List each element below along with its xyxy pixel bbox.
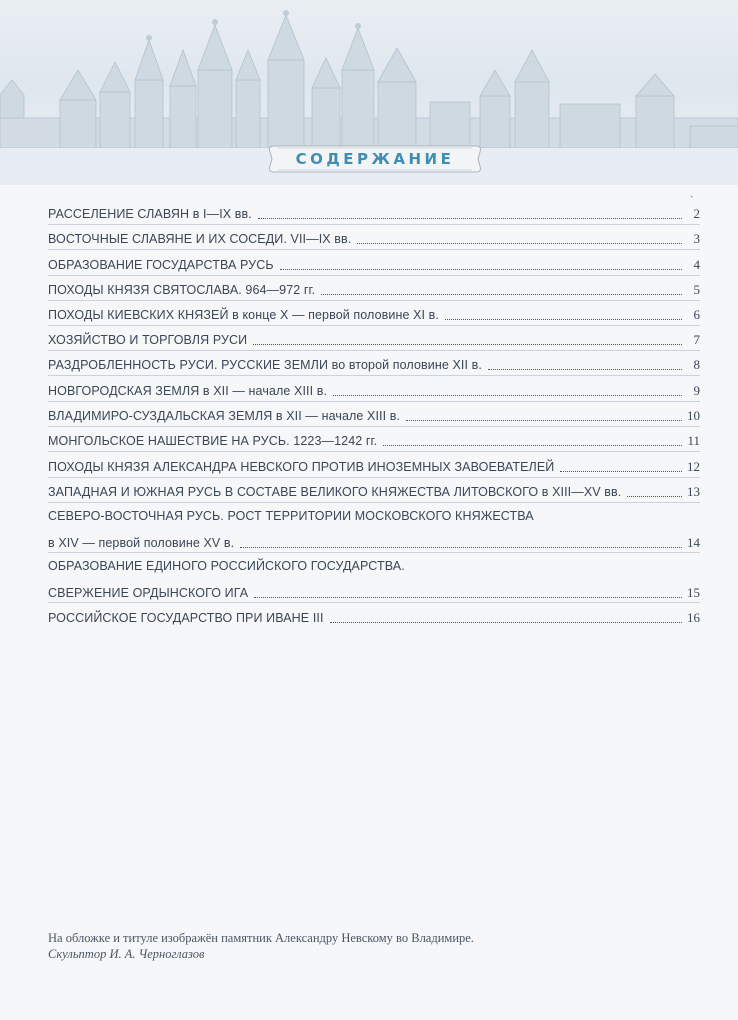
toc-entry-title: ВОСТОЧНЫЕ СЛАВЯНЕ И ИХ СОСЕДИ. VII—IX вв. (48, 232, 352, 246)
toc-entry-page: 5 (693, 282, 700, 297)
dot-leader (258, 217, 682, 219)
toc-entry-title: РАЗДРОБЛЕННОСТЬ РУСИ. РУССКИЕ ЗЕМЛИ во второй половине XII в. (48, 358, 482, 372)
toc-entry[interactable] (48, 326, 700, 348)
toc-entry-title-continued: СВЕРЖЕНИЕ ОРДЫНСКОГО ИГА (48, 586, 249, 600)
toc-entry-title: ХОЗЯЙСТВО И ТОРГОВЛЯ РУСИ (48, 333, 248, 347)
toc-entry-page: 13 (687, 484, 700, 499)
cover-note (48, 930, 688, 962)
toc-entry-page: 16 (687, 610, 700, 625)
dot-leader (560, 470, 682, 472)
toc-entry[interactable] (48, 604, 700, 626)
toc-entry[interactable] (48, 276, 700, 298)
toc-entry[interactable] (48, 251, 700, 273)
toc-entry[interactable] (48, 200, 700, 222)
sculptor-credit: Скульптор И. А. Черноглазов (48, 947, 205, 961)
toc-entry-page: 6 (693, 307, 700, 322)
toc-entry-title: ПОХОДЫ КНЯЗЯ АЛЕКСАНДРА НЕВСКОГО ПРОТИВ ИНОЗЕМНЫХ ЗАВОЕВАТЕЛЕЙ (48, 460, 555, 474)
toc-entry-page: 7 (693, 332, 700, 347)
toc-entry-title: РОССИЙСКОЕ ГОСУДАРСТВО ПРИ ИВАНЕ III (48, 611, 324, 625)
toc-entry[interactable] (48, 529, 700, 551)
toc-entry[interactable] (48, 579, 700, 601)
toc-entry-title: ПОХОДЫ КНЯЗЯ СВЯТОСЛАВА. 964—972 гг. (48, 283, 316, 297)
toc-entry-page: 15 (687, 585, 700, 600)
toc-entry[interactable] (48, 427, 700, 449)
divider (48, 249, 700, 250)
toc-entry-title: МОНГОЛЬСКОЕ НАШЕСТВИЕ НА РУСЬ. 1223—1242 гг. (48, 434, 378, 448)
toc-entry-title: РАССЕЛЕНИЕ СЛАВЯН в I—IX вв. (48, 207, 252, 221)
dot-leader (240, 546, 682, 548)
dot-leader (321, 293, 682, 295)
dot-leader (254, 596, 682, 598)
toc-entry-title: НОВГОРОДСКАЯ ЗЕМЛЯ в XII — начале XIII в. (48, 384, 328, 398)
toc-entry[interactable] (48, 402, 700, 424)
toc-entry-page: 4 (693, 257, 700, 272)
toc-entry-title: ПОХОДЫ КИЕВСКИХ КНЯЗЕЙ в конце X — первой половине XI в. (48, 308, 439, 322)
dot-leader (330, 621, 682, 623)
cover-note-text: На обложке и титуле изображён памятник Александру Невскому во Владимире. (48, 931, 474, 945)
toc-entry-page: 8 (693, 357, 700, 372)
toc-entry-line1[interactable] (48, 552, 700, 574)
dot-leader (445, 318, 682, 320)
dot-leader (627, 495, 682, 497)
dot-leader (253, 343, 682, 345)
toc-entry-page: 9 (693, 383, 700, 398)
dot-leader (383, 444, 682, 446)
toc-entry-page: 14 (687, 535, 700, 550)
dot-leader (406, 419, 682, 421)
toc-entry-title: СЕВЕРО-ВОСТОЧНАЯ РУСЬ. РОСТ ТЕРРИТОРИИ МОСКОВСКОГО КНЯЖЕСТВА (48, 509, 534, 523)
toc-entry-title: ЗАПАДНАЯ И ЮЖНАЯ РУСЬ В СОСТАВЕ ВЕЛИКОГО КНЯЖЕСТВА ЛИТОВСКОГО в XIII—XV вв. (48, 485, 622, 499)
toc-entry-title: ОБРАЗОВАНИЕ ЕДИНОГО РОССИЙСКОГО ГОСУДАРСТВА. (48, 559, 405, 573)
toc-entry-page: 12 (687, 459, 700, 474)
divider (48, 375, 700, 376)
toc-entry[interactable] (48, 377, 700, 399)
toc-entry-title: ОБРАЗОВАНИЕ ГОСУДАРСТВА РУСЬ (48, 258, 274, 272)
dot-leader (333, 394, 682, 396)
toc-entry[interactable] (48, 351, 700, 373)
dot-leader (488, 368, 682, 370)
toc-entry-page: 10 (687, 408, 700, 423)
divider (48, 602, 700, 603)
dot-leader (280, 268, 682, 270)
page-title: СОДЕРЖАНИЕ (295, 150, 455, 168)
toc-entry[interactable] (48, 225, 700, 247)
corner-mark: ˎ (690, 187, 694, 198)
contents-title-banner (268, 143, 482, 175)
dot-leader (357, 242, 682, 244)
divider (48, 451, 700, 452)
toc-entry-title: ВЛАДИМИРО-СУЗДАЛЬСКАЯ ЗЕМЛЯ в XII — начале XIII в. (48, 409, 401, 423)
toc-entry[interactable] (48, 301, 700, 323)
toc-entry[interactable] (48, 478, 700, 500)
toc-entry-page: 11 (687, 433, 700, 448)
toc-entry-page: 3 (693, 231, 700, 246)
toc-entry-line1[interactable] (48, 502, 700, 524)
toc-entry[interactable] (48, 453, 700, 475)
toc-entry-page: 2 (693, 206, 700, 221)
toc-entry-title-continued: в XIV — первой половине XV в. (48, 536, 235, 550)
